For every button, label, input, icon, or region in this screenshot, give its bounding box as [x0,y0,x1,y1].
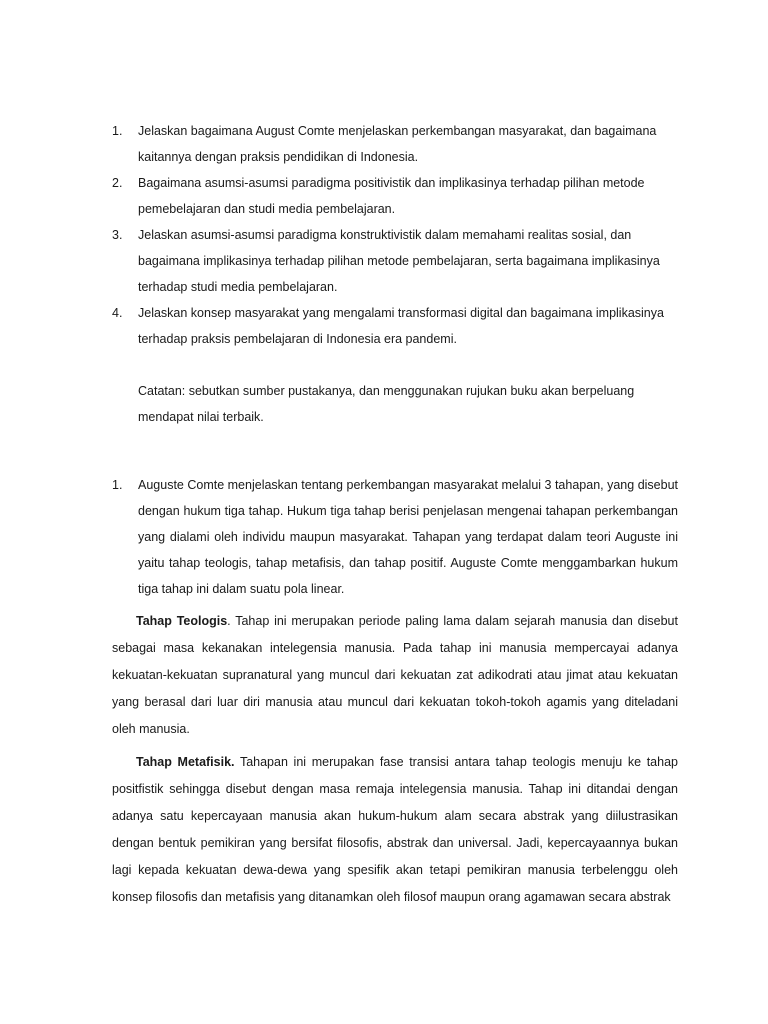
answer-item [112,472,678,602]
paragraph-metafisik [112,749,678,911]
question-item [112,222,678,300]
paragraph-teologis [112,608,678,743]
note-text: Catatan: sebutkan sumber pustakanya, dan menggunakan rujukan buku akan berpeluang mendapat nilai terbaik. [138,384,635,424]
answer-number: 1. [112,478,123,492]
document-content [112,118,678,911]
question-text: Jelaskan asumsi-asumsi paradigma konstruktivistik dalam memahami realitas sosial, dan bagaimana implikasinya terhadap pilihan metode pembelajaran, serta bagaimana implikasinya terhadap studi media pembelajaran. [138,228,660,294]
paragraph-body: . Tahap ini merupakan periode paling lama dalam sejarah manusia dan disebut sebagai masa kekanakan intelegensia manusia. Pada tahap ini manusia mempercayai adanya kekuatan-kekuatan supranatural yang muncul dari kekuatan zat adikodrati atau jimat atau kekuatan yang berasal dari luar diri manusia atau muncul dari kekuatan tokoh-tokoh agamis yang diteladani oleh manusia. [112,614,678,736]
answer-list [112,472,678,602]
paragraph-title: Tahap Metafisik. [136,755,235,769]
question-text: Bagaimana asumsi-asumsi paradigma positivistik dan implikasinya terhadap pilihan metode pemebelajaran dan studi media pembelajaran. [138,176,645,216]
question-text: Jelaskan konsep masyarakat yang mengalami transformasi digital dan bagaimana implikasinya terhadap praksis pembelajaran di Indonesia era pandemi. [138,306,664,346]
question-item [112,300,678,352]
question-number: 4. [112,306,123,320]
question-list [112,118,678,352]
question-number: 2. [112,176,123,190]
question-item [112,118,678,170]
paragraph-body: Tahapan ini merupakan fase transisi antara tahap teologis menuju ke tahap positfistik sehingga disebut dengan masa remaja intelegensia manusia. Tahap ini ditandai dengan adanya satu kepercayaan manusia akan hukum-hukum alam secara abstrak yang diilustrasikan dengan bentuk pemikiran yang bersifat filosofis, abstrak dan universal. Jadi, kepercayaannya bukan lagi kepada kekuatan dewa-dewa yang spesifik akan tetapi pemikiran manusia terbelenggu oleh konsep filosofis dan metafisis yang ditanamkan oleh filosof maupun orang agamawan secara abstrak [112,755,678,904]
question-item [112,170,678,222]
question-number: 1. [112,124,123,138]
paragraph-title: Tahap Teologis [136,614,228,628]
question-number: 3. [112,228,123,242]
question-text: Jelaskan bagaimana August Comte menjelaskan perkembangan masyarakat, dan bagaimana kaitannya dengan praksis pendidikan di Indonesia. [138,124,657,164]
answer-text: Auguste Comte menjelaskan tentang perkembangan masyarakat melalui 3 tahapan, yang disebut dengan hukum tiga tahap. Hukum tiga tahap berisi penjelasan mengenai tahapan perkembangan yang dialami oleh individu maupun masyarakat. Tahapan yang terdapat dalam teori Auguste ini yaitu tahap teologis, tahap metafisis, dan tahap positif. Auguste Comte menggambarkan hukum tiga tahap ini dalam suatu pola linear. [138,478,678,596]
